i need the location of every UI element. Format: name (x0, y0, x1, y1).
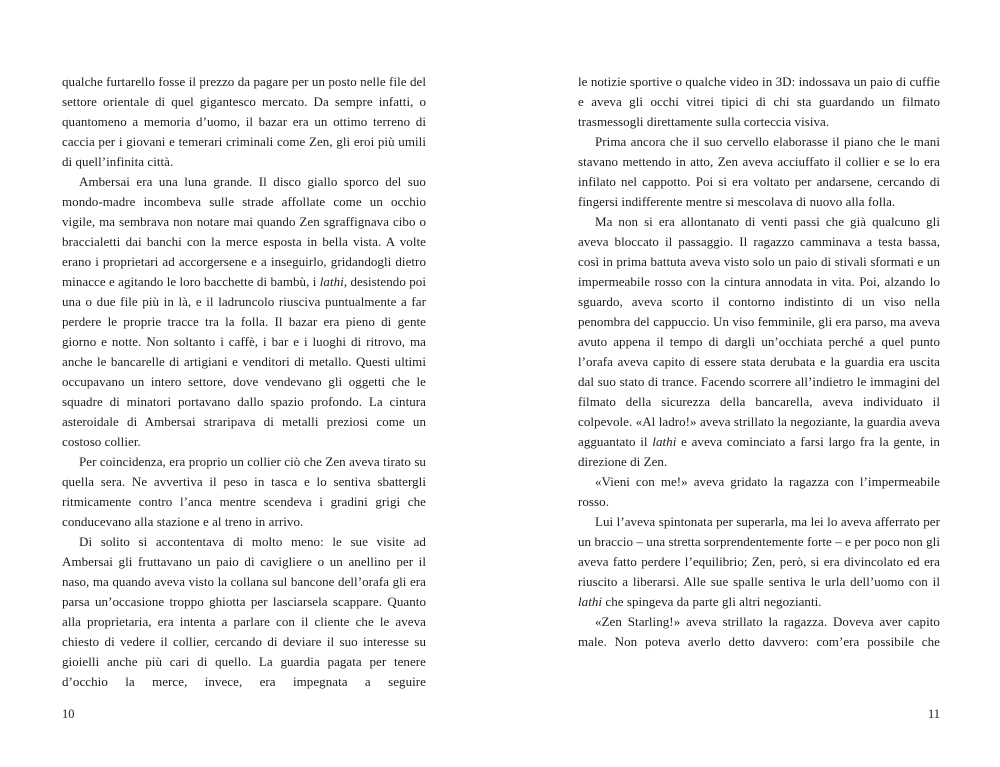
text-segment: le notizie sportive o qualche video in 3D: indossava un paio di cuffie e aveva gli occhi vitrei tipici di chi sta guardando un filmato trasmessogli direttamente sulla corteccia visiva. (578, 74, 940, 129)
italic-term: lathi (319, 274, 344, 289)
paragraph (578, 512, 940, 612)
paragraph (578, 212, 940, 472)
text-segment: Per coincidenza, era proprio un collier ciò che Zen aveva tirato su quella sera. Ne avvertiva il peso in tasca e lo sentiva sbattergli ritmicamente contro l’anca mentre scendeva i gradini grigi che conducevano alla stazione e al treno in arrivo. (62, 454, 426, 529)
text-segment: Di solito si accontentava di molto meno: le sue visite ad Ambersai gli fruttavano un paio di cavigliere o un anellino per il naso, ma quando aveva visto la collana sul bancone dell’orafa gli era parsa un’occasione troppo ghiotta per lasciarsela scappare. Quanto alla proprietaria, era intenta a parlare con il cliente che le aveva chiesto di vedere il collier, cercando di deviare il suo interesse su gioielli anche più cari di quello. La guardia pagata per tenere d’occhio la merce, invece, era impegnata a seguire (62, 534, 426, 689)
paragraph (62, 532, 426, 692)
paragraph (62, 72, 426, 172)
text-segment: «Vieni con me!» aveva gridato la ragazza con l’impermeabile rosso. (578, 474, 940, 509)
italic-term: lathi (578, 594, 603, 609)
paragraph (62, 172, 426, 452)
text-segment: , desistendo poi una o due file più in là, e il ladruncolo riusciva puntualmente a far perdere le proprie tracce tra la folla. Il bazar era pieno di gente giorno e notte. Non soltanto i caffè, i bar e i luoghi di ritrovo, ma anche le bancarelle di artigiani e venditori di metallo. Questi ultimi occupavano un intero settore, dove vendevano gli oggetti che le squadre di minatori portavano dallo spazio profondo. La cintura asteroidale di Ambersai straripava di metalli preziosi come un costoso collier. (62, 274, 426, 449)
text-segment: Prima ancora che il suo cervello elaborasse il piano che le mani stavano mettendo in atto, Zen aveva acciuffato il collier e se lo era infilato nel cappotto. Poi si era voltato per andarsene, cercando di fingersi indifferente mentre si mescolava di nuovo alla folla. (578, 134, 940, 209)
paragraph (578, 612, 940, 652)
page-number-right: 11 (927, 707, 940, 721)
text-segment: Ambersai era una luna grande. Il disco giallo sporco del suo mondo-madre incombeva sulle strade affollate come un occhio vigile, ma sembrava non notare mai quando Zen sgraffignava cibo o braccialetti dai banchi con la merce esposta in bella vista. A volte erano i proprietari ad accorgersene e a inseguirlo, gridandogli dietro minacce e agitando le loro bacchette di bambù, i (62, 174, 426, 289)
page-number-left: 10 (62, 707, 75, 721)
text-segment: Ma non si era allontanato di venti passi che già qualcuno gli aveva bloccato il passaggio. Il ragazzo camminava a testa bassa, così in prima battuta aveva visto solo un paio di stivali sformati e un impermeabile rosso con la cintura annodata in vita. Poi, alzando lo sguardo, aveva scorto il contorno indistinto di un viso nella penombra del cappuccio. Un viso femminile, gli era parso, ma aveva avuto appena il tempo di dargli un’occhiata perché a quel punto l’orafa aveva capito di essere stata derubata e la guardia era uscita dal suo stato di trance. Facendo scorrere all’indietro le immagini del filmato della sicurezza della bancarella, aveva individuato il colpevole. «Al ladro!» aveva strillato la negoziante, la guardia aveva agguantato il (578, 214, 940, 449)
text-segment: «Zen Starling!» aveva strillato la ragazza. Doveva aver capito male. Non poteva averlo detto davvero: com’era possibile che (578, 614, 940, 649)
text-segment: e aveva cominciato a farsi largo fra la gente, in direzione di Zen. (578, 434, 940, 469)
book-page-left (62, 0, 426, 767)
italic-term: lathi (652, 434, 677, 449)
book-page-right (578, 0, 940, 767)
paragraph (62, 452, 426, 532)
page-text-left (62, 72, 426, 692)
text-segment: Lui l’aveva spintonata per superarla, ma lei lo aveva afferrato per un braccio – una stretta sorprendentemente forte – e per poco non gli aveva fatto perdere l’equilibrio; Zen, però, si era divincolato ed era riuscito a liberarsi. Alle sue spalle sentiva le urla dell’uomo con il (578, 514, 940, 589)
paragraph (578, 72, 940, 132)
text-segment: qualche furtarello fosse il prezzo da pagare per un posto nelle file del settore orientale di quel gigantesco mercato. Da sempre infatti, o quantomeno a memoria d’uomo, il bazar era un ottimo terreno di caccia per i giovani e temerari criminali come Zen, gli eroi più umili di quell’infinita città. (62, 74, 426, 169)
page-text-right (578, 72, 940, 652)
paragraph (578, 472, 940, 512)
paragraph (578, 132, 940, 212)
text-segment: che spingeva da parte gli altri negozianti. (602, 594, 822, 609)
